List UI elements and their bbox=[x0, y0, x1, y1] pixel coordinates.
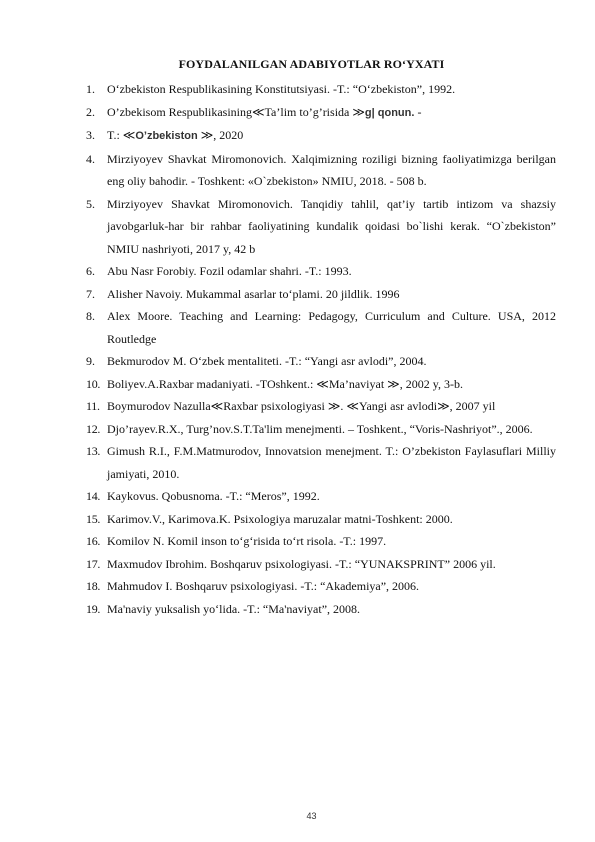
reference-number: 13. bbox=[86, 444, 101, 458]
reference-text: Abu Nasr Forobiy. Fozil odamlar shahri. -T.: 1993. bbox=[107, 264, 352, 278]
reference-item bbox=[86, 508, 556, 531]
reference-text: Alisher Navoiy. Mukammal asarlar to‘plami. 20 jildlik. 1996 bbox=[107, 286, 400, 301]
reference-number: 12. bbox=[86, 421, 101, 436]
reference-number: 10. bbox=[86, 376, 101, 391]
reference-text bbox=[107, 124, 556, 148]
reference-item bbox=[86, 193, 556, 261]
reference-number: 7. bbox=[86, 286, 95, 301]
reference-text: Mirziyoyev Shavkat Miromonovich. Xalqimizning roziligi bizning faoliyatimizga berilgan eng oliy bahodir. - Toshkent: «O`zbekiston» NMIU, 2018. - 508 b. bbox=[107, 151, 556, 188]
page-title: FOYDALANILGAN ADABIYOTLAR RO‘YXATI bbox=[178, 57, 445, 71]
reference-text: Mirziyoyev Shavkat Miromonovich. Tanqidiy tahlil, qat’iy tartib intizom va shazsiy javobgarluk-har bir rahbar faoliyatining kundalik qoidasi bo`lishi kerak. “O`zbekiston” NMIU nashriyoti, 2017 y, 42 b bbox=[107, 196, 556, 256]
reference-text-sans: g| qonun. bbox=[364, 106, 415, 119]
reference-number: 11. bbox=[86, 399, 100, 413]
reference-number: 18. bbox=[86, 579, 101, 593]
reference-text: Komilov N. Komil inson to‘g‘risida to‘rt risola. -T.: 1997. bbox=[107, 534, 387, 548]
reference-number: 3. bbox=[86, 128, 95, 142]
reference-text: Boliyev.A.Raxbar madaniyati. -TOshkent.: ≪Ma’naviyat ≫, 2002 y, 3-b. bbox=[107, 376, 463, 391]
page-number: 43 bbox=[306, 811, 317, 821]
reference-text-part: O’zbekisom Respublikasining≪Ta’lim to’g’risida ≫ bbox=[107, 104, 365, 119]
reference-number: 4. bbox=[86, 151, 95, 166]
reference-number: 5. bbox=[86, 196, 95, 211]
reference-item bbox=[86, 283, 556, 306]
reference-number: 9. bbox=[86, 354, 95, 368]
reference-item bbox=[86, 101, 556, 125]
reference-text: Gimush R.I., F.M.Matmurodov, Innovatsion menejment. T.: O’zbekiston Faylasuflari Milliy jamiyati, 2010. bbox=[107, 444, 556, 481]
reference-number: 17. bbox=[86, 556, 101, 571]
reference-text: Boymurodov Nazulla≪Raxbar psixologiyasi ≫. ≪Yangi asr avlodi≫, 2007 yil bbox=[107, 399, 496, 413]
reference-item bbox=[86, 395, 556, 418]
reference-number: 8. bbox=[86, 309, 95, 323]
reference-item bbox=[86, 124, 556, 148]
reference-item bbox=[86, 350, 556, 373]
reference-number: 1. bbox=[86, 82, 95, 96]
reference-item bbox=[86, 418, 556, 441]
reference-item bbox=[86, 530, 556, 553]
reference-text-sans: O’zbekiston bbox=[135, 130, 198, 142]
reference-item bbox=[86, 148, 556, 193]
reference-list bbox=[86, 78, 556, 620]
reference-text: Bekmurodov M. O‘zbek mentaliteti. -T.: “Yangi asr avlodi”, 2004. bbox=[107, 354, 427, 368]
reference-text: Maxmudov Ibrohim. Boshqaruv psixologiyasi. -T.: “YUNAKSPRINT” 2006 yil. bbox=[107, 556, 496, 571]
reference-text bbox=[107, 101, 556, 125]
reference-text-part: ≫, 2020 bbox=[197, 128, 244, 142]
reference-text: Ma'naviy yuksalish yo‘lida. -T.: “Ma'naviyat”, 2008. bbox=[107, 601, 361, 616]
reference-text: Alex Moore. Teaching and Learning: Pedagogy, Curriculum and Culture. USA, 2012 Routledge bbox=[107, 309, 556, 346]
reference-number: 6. bbox=[86, 264, 95, 278]
reference-text: Karimov.V., Karimova.K. Psixologiya maruzalar matni-Toshkent: 2000. bbox=[107, 511, 453, 526]
reference-text: Djo’rayev.R.X., Turg’nov.S.T.Ta'lim menejmenti. – Toshkent., “Voris-Nashriyot”., 2006. bbox=[107, 421, 533, 436]
reference-number: 19. bbox=[86, 601, 101, 616]
reference-item bbox=[86, 78, 556, 101]
reference-text-part: - bbox=[414, 104, 422, 119]
reference-item bbox=[86, 575, 556, 598]
reference-number: 15. bbox=[86, 511, 101, 526]
reference-text: Kaykovus. Qobusnoma. -T.: “Meros”, 1992. bbox=[107, 489, 320, 503]
reference-item bbox=[86, 305, 556, 350]
reference-item bbox=[86, 485, 556, 508]
reference-item bbox=[86, 260, 556, 283]
reference-number: 14. bbox=[86, 489, 101, 503]
reference-text: O‘zbekiston Respublikasining Konstitutsiyasi. -T.: “O‘zbekiston”, 1992. bbox=[107, 82, 456, 96]
reference-text: Mahmudov I. Boshqaruv psixologiyasi. -T.: “Akademiya”, 2006. bbox=[107, 579, 420, 593]
reference-item bbox=[86, 598, 556, 621]
reference-number: 2. bbox=[86, 104, 95, 119]
reference-item bbox=[86, 373, 556, 396]
reference-item bbox=[86, 440, 556, 485]
reference-number: 16. bbox=[86, 534, 101, 548]
reference-item bbox=[86, 553, 556, 576]
reference-text-part: T.: ≪ bbox=[107, 128, 136, 142]
